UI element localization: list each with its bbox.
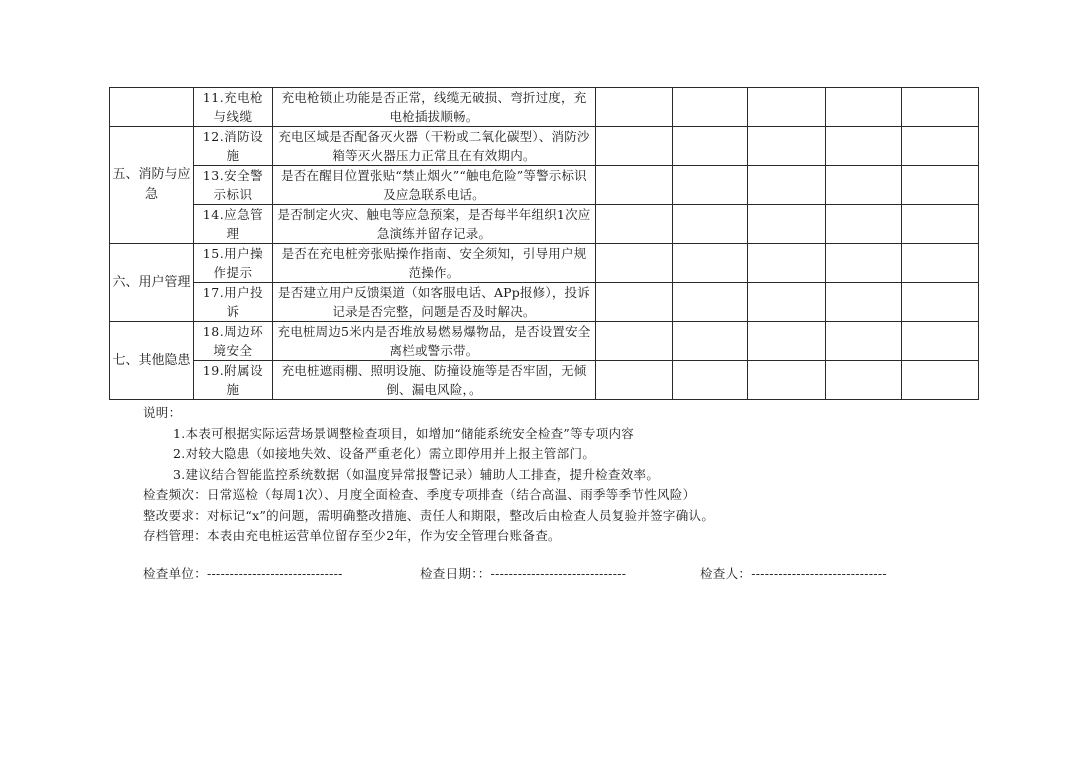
result-cell[interactable] xyxy=(673,166,748,205)
table-row xyxy=(110,205,979,244)
result-cell[interactable] xyxy=(596,205,673,244)
notes-section xyxy=(143,403,714,547)
category-cell: 七、其他隐患 xyxy=(110,322,194,400)
result-cell[interactable] xyxy=(596,127,673,166)
result-cell[interactable] xyxy=(826,244,902,283)
result-cell[interactable] xyxy=(826,283,902,322)
note-item: 1.本表可根据实际运营场景调整检查项目，如增加“储能系统安全检查”等专项内容 xyxy=(173,425,635,441)
result-cell[interactable] xyxy=(748,322,826,361)
result-cell[interactable] xyxy=(596,244,673,283)
result-cell[interactable] xyxy=(596,322,673,361)
table-row xyxy=(110,283,979,322)
content-cell: 是否制定火灾、触电等应急预案，是否每半年组织1次应急演练并留存记录。 xyxy=(273,205,596,244)
result-cell[interactable] xyxy=(902,127,979,166)
item-cell: 11.充电枪与线缆 xyxy=(194,88,273,127)
content-cell: 是否建立用户反馈渠道（如客服电话、APp报修），投诉记录是否完整，问题是否及时解决。 xyxy=(273,283,596,322)
item-cell: 14.应急管理 xyxy=(194,205,273,244)
result-cell[interactable] xyxy=(673,322,748,361)
result-cell[interactable] xyxy=(673,127,748,166)
result-cell[interactable] xyxy=(748,127,826,166)
result-cell[interactable] xyxy=(902,361,979,400)
result-cell[interactable] xyxy=(596,361,673,400)
table-row xyxy=(110,88,979,127)
item-cell: 13.安全警示标识 xyxy=(194,166,273,205)
category-cell xyxy=(110,88,194,127)
item-cell: 19.附属设施 xyxy=(194,361,273,400)
result-cell[interactable] xyxy=(902,205,979,244)
category-cell: 五、消防与应急 xyxy=(110,127,194,244)
item-cell: 18.周边环境安全 xyxy=(194,322,273,361)
result-cell[interactable] xyxy=(673,88,748,127)
notes-heading: 说明： xyxy=(143,405,182,420)
result-cell[interactable] xyxy=(902,244,979,283)
result-cell[interactable] xyxy=(748,166,826,205)
note-item: 2.对较大隐患（如接地失效、设备严重老化）需立即停用并上报主管部门。 xyxy=(173,446,596,461)
content-cell: 充电桩遮雨棚、照明设施、防撞设施等是否牢固，无倾倒、漏电风险，。 xyxy=(273,361,596,400)
table-row xyxy=(110,166,979,205)
table-row xyxy=(110,244,979,283)
content-cell: 充电区域是否配备灭火器（干粉或二氧化碳型）、消防沙箱等灭火器压力正常且在有效期内。 xyxy=(273,127,596,166)
content-cell: 是否在醒目位置张贴“禁止烟火”“触电危险”等警示标识及应急联系电话。 xyxy=(273,166,596,205)
archive-management: 存档管理：本表由充电桩运营单位留存至少2年，作为安全管理台账备查。 xyxy=(143,528,561,543)
result-cell[interactable] xyxy=(673,283,748,322)
result-cell[interactable] xyxy=(902,322,979,361)
note-item: 3.建议结合智能监控系统数据（如温度异常报警记录）辅助人工排查，提升检查效率。 xyxy=(173,466,660,482)
result-cell[interactable] xyxy=(826,127,902,166)
result-cell[interactable] xyxy=(748,205,826,244)
table-row xyxy=(110,127,979,166)
inspection-table xyxy=(109,87,979,400)
result-cell[interactable] xyxy=(902,88,979,127)
result-cell[interactable] xyxy=(826,205,902,244)
result-cell[interactable] xyxy=(826,166,902,205)
category-cell: 六、用户管理 xyxy=(110,244,194,322)
content-cell: 是否在充电桩旁张贴操作指南、安全须知，引导用户规范操作。 xyxy=(273,244,596,283)
result-cell[interactable] xyxy=(596,283,673,322)
result-cell[interactable] xyxy=(826,361,902,400)
result-cell[interactable] xyxy=(748,244,826,283)
result-cell[interactable] xyxy=(826,88,902,127)
rectification-requirement: 整改要求：对标记“x”的问题，需明确整改措施、责任人和期限，整改后由检查人员复验并签字确认。 xyxy=(143,507,715,523)
inspector-field[interactable]: 检查人：------------------------------ xyxy=(700,566,887,581)
table-row xyxy=(110,361,979,400)
result-cell[interactable] xyxy=(596,166,673,205)
result-cell[interactable] xyxy=(826,322,902,361)
result-cell[interactable] xyxy=(748,88,826,127)
table-row xyxy=(110,322,979,361)
inspection-unit-field[interactable]: 检查单位：------------------------------ xyxy=(143,566,343,581)
item-cell: 15.用户操作提示 xyxy=(194,244,273,283)
item-cell: 17.用户投诉 xyxy=(194,283,273,322)
result-cell[interactable] xyxy=(902,283,979,322)
result-cell[interactable] xyxy=(673,244,748,283)
result-cell[interactable] xyxy=(748,361,826,400)
result-cell[interactable] xyxy=(673,361,748,400)
item-cell: 12.消防设施 xyxy=(194,127,273,166)
result-cell[interactable] xyxy=(673,205,748,244)
content-cell: 充电桩周边5米内是否堆放易燃易爆物品，是否设置安全离栏或警示带。 xyxy=(273,322,596,361)
result-cell[interactable] xyxy=(596,88,673,127)
content-cell: 充电枪锁止功能是否正常，线缆无破损、弯折过度，充电枪插拔顺畅。 xyxy=(273,88,596,127)
result-cell[interactable] xyxy=(748,283,826,322)
inspection-date-field[interactable]: 检查日期：：------------------------------ xyxy=(420,566,627,581)
result-cell[interactable] xyxy=(902,166,979,205)
inspection-frequency: 检查频次：日常巡检（每周1次）、月度全面检查、季度专项排查（结合高温、雨季等季节性风险） xyxy=(143,487,696,502)
